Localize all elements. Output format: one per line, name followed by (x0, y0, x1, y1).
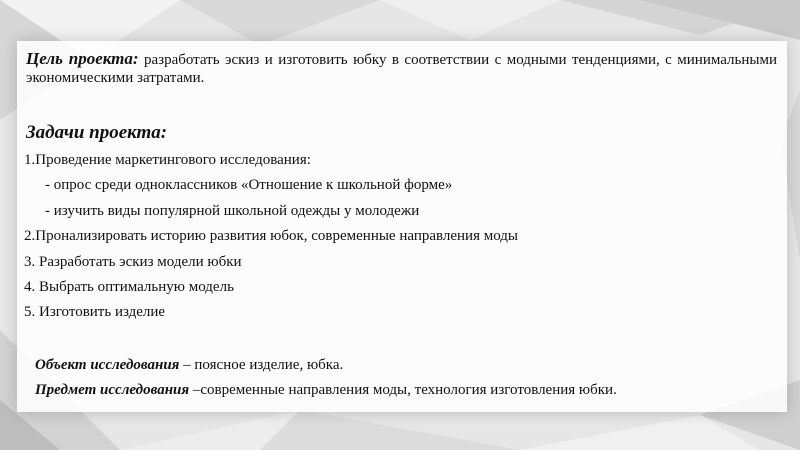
task-item-1: 1.Проведение маркетингового исследования: (24, 152, 311, 168)
task-subitem-clothing-types: - изучить виды популярной школьной одежды у молодежи (45, 202, 420, 219)
task-subitem-survey: - опрос среди одноклассников «Отношение к школьной форме» (45, 177, 453, 194)
task-list (24, 151, 518, 329)
research-subject (35, 382, 617, 399)
research-object-text: – поясное изделие, юбка. (179, 357, 344, 373)
research-object (35, 357, 343, 374)
project-goal (26, 50, 777, 87)
project-goal-label: Цель проекта: (26, 49, 139, 68)
research-subject-text: –современные направления моды, технология изготовления юбки. (189, 382, 617, 398)
research-subject-label: Предмет исследования (35, 382, 190, 398)
task-item-4: 4. Выбрать оптимальную модель (24, 278, 234, 295)
tasks-heading: Задачи проекта: (26, 122, 168, 143)
research-object-label: Объект исследования (35, 357, 180, 373)
task-item-2: 2.Пронализировать историю развития юбок, современные направления моды (24, 228, 519, 245)
task-item-5: 5. Изготовить изделие (24, 304, 166, 321)
task-item-3: 3. Разработать эскиз модели юбки (24, 253, 242, 270)
project-goal-text: разработать эскиз и изготовить юбку в соответствии с модными тенденциями, с минимальными экономическими затратами. (26, 52, 777, 86)
